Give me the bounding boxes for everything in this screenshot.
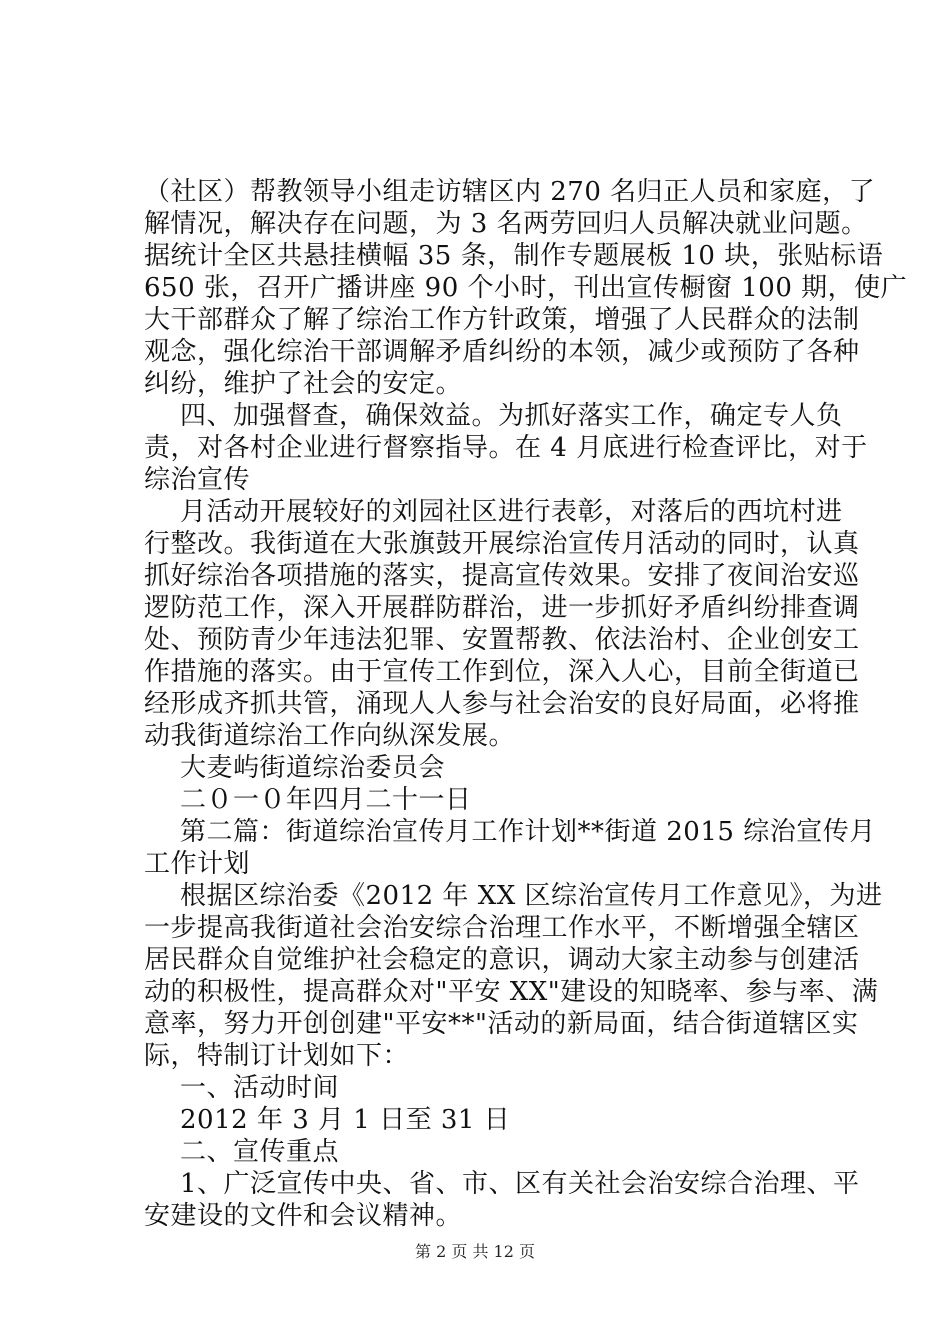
- text-line: 650 张，召开广播讲座 90 个小时，刊出宣传橱窗 100 期，使广: [144, 273, 908, 303]
- text-line: 纠纷，维护了社会的安定。: [144, 369, 463, 399]
- page-footer: [0, 1242, 950, 1262]
- text-line: 安建设的文件和会议精神。: [144, 1201, 463, 1231]
- text-line: 大干部群众了解了综治工作方针政策，增强了人民群众的法制: [144, 305, 860, 335]
- text-line: 动我街道综治工作向纵深发展。: [144, 721, 516, 751]
- text-line: 综治宣传: [144, 465, 251, 495]
- section-heading: 第二篇：街道综治宣传月工作计划**街道 2015 综治宣传月: [180, 817, 876, 847]
- subheading: 一、活动时间: [180, 1073, 340, 1103]
- text-line: 月活动开展较好的刘园社区进行表彰，对落后的西坑村进: [180, 497, 843, 527]
- text-line: 际，特制订计划如下：: [144, 1041, 410, 1071]
- text-line: 居民群众自觉维护社会稳定的意识，调动大家主动参与创建活: [144, 945, 860, 975]
- signature-organization: 大麦屿街道综治委员会: [180, 753, 446, 783]
- text-line: 作措施的落实。由于宣传工作到位，深入人心，目前全街道已: [144, 657, 860, 687]
- text-line: 根据区综治委《2012 年 XX 区综治宣传月工作意见》，为进: [180, 881, 883, 911]
- text-line: 2012 年 3 月 1 日至 31 日: [180, 1105, 511, 1135]
- text-line: 逻防范工作，深入开展群防群治，进一步抓好矛盾纠纷排查调: [144, 593, 860, 623]
- text-line: 观念，强化综治干部调解矛盾纠纷的本领，减少或预防了各种: [144, 337, 860, 367]
- section-heading-cont: 工作计划: [144, 849, 251, 879]
- text-line: 据统计全区共悬挂横幅 35 条，制作专题展板 10 块，张贴标语: [144, 241, 884, 271]
- text-line: 四、加强督查，确保效益。为抓好落实工作，确定专人负: [180, 401, 843, 431]
- text-line: 动的积极性，提高群众对"平安 XX"建设的知晓率、参与率、满: [144, 977, 879, 1007]
- text-line: 经形成齐抓共管，涌现人人参与社会治安的良好局面，必将推: [144, 689, 860, 719]
- text-line: 意率，努力开创创建"平安**"活动的新局面，结合街道辖区实: [144, 1009, 859, 1039]
- text-line: 1、广泛宣传中央、省、市、区有关社会治安综合治理、平: [180, 1169, 860, 1199]
- text-line: 行整改。我街道在大张旗鼓开展综治宣传月活动的同时，认真: [144, 529, 860, 559]
- text-line: 一步提高我街道社会治安综合治理工作水平，不断增强全辖区: [144, 913, 860, 943]
- text-line: 抓好综治各项措施的落实，提高宣传效果。安排了夜间治安巡: [144, 561, 860, 591]
- signature-date: 二０一０年四月二十一日: [180, 785, 472, 815]
- text-line: 处、预防青少年违法犯罪、安置帮教、依法治村、企业创安工: [144, 625, 860, 655]
- page-number: 第 2 页 共 12 页: [415, 1242, 535, 1261]
- text-line: 责，对各村企业进行督察指导。在 4 月底进行检查评比，对于: [144, 433, 868, 463]
- text-line: （社区）帮教领导小组走访辖区内 270 名归正人员和家庭，了: [144, 177, 876, 207]
- subheading: 二、宣传重点: [180, 1137, 340, 1167]
- text-line: 解情况，解决存在问题，为 3 名两劳回归人员解决就业问题。: [144, 209, 868, 239]
